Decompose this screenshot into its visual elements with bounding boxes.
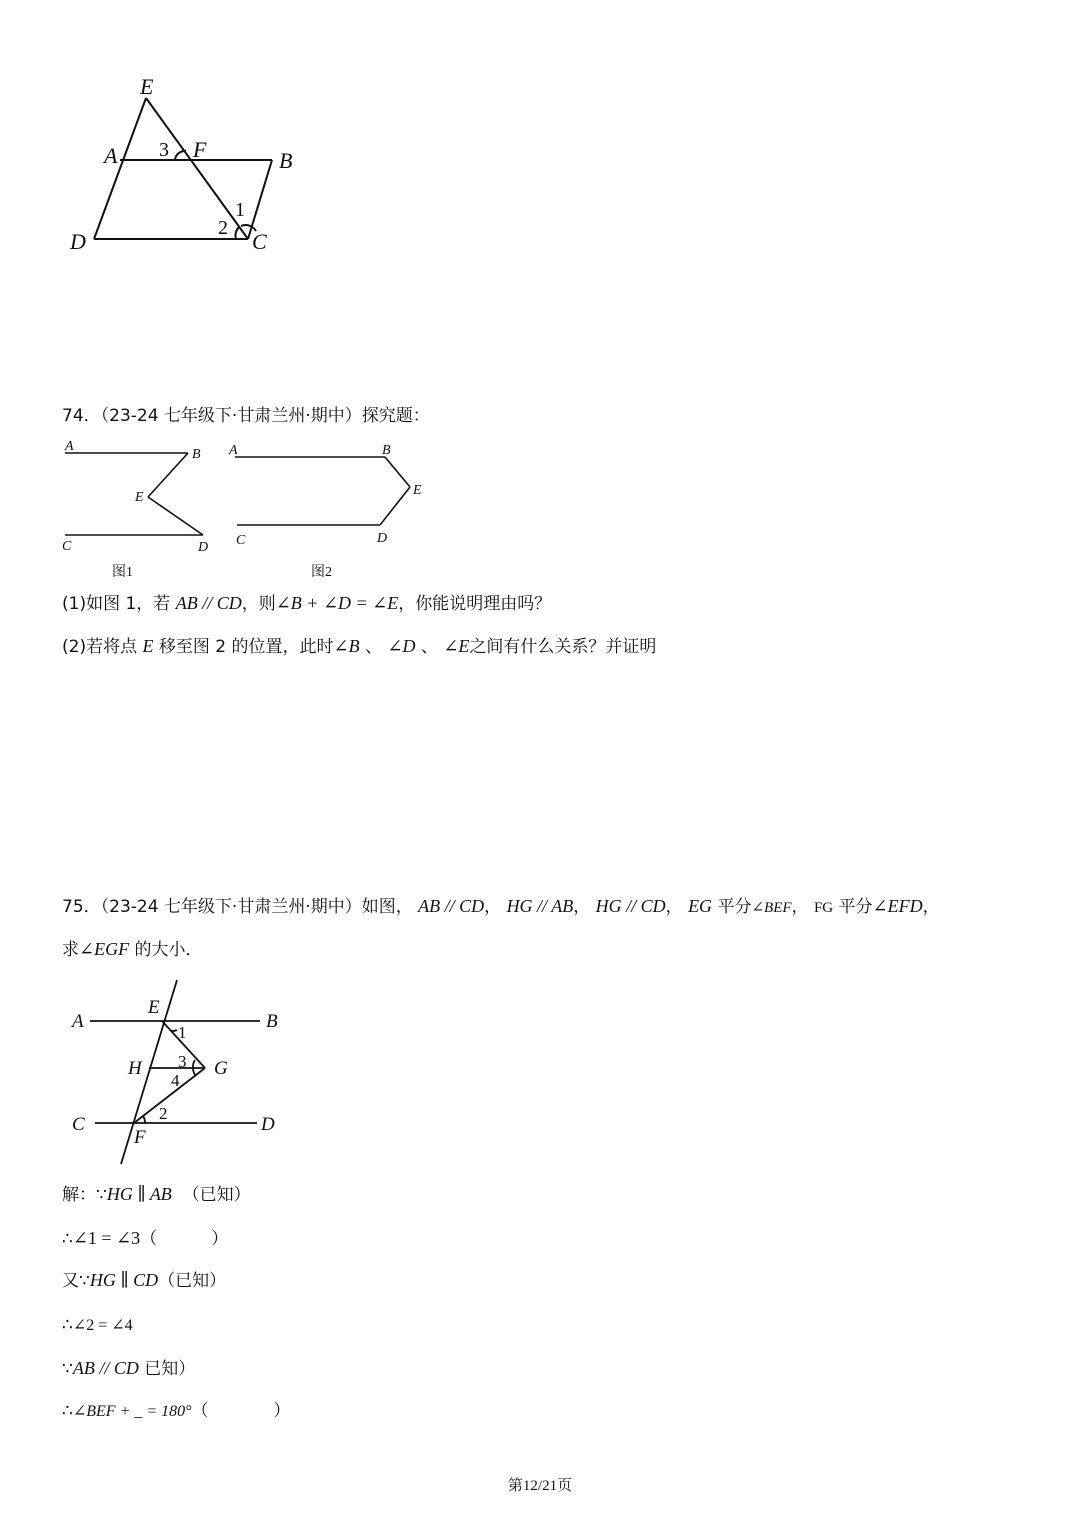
fig1-label-b: B xyxy=(192,447,201,462)
fig2-caption: 图2 xyxy=(311,565,332,580)
fig1-label-d: D xyxy=(198,540,209,555)
label-c: C xyxy=(252,229,267,254)
label-e: E xyxy=(140,74,154,99)
q74-part-1: (1)如图 1，若 AB // CD，则∠B + ∠D = ∠E，你能说明理由吗？ xyxy=(62,593,552,614)
label-b: B xyxy=(266,1011,278,1032)
label-c: C xyxy=(72,1114,85,1135)
solution-step-6: ∴∠BEF + _ = 180°（ ） xyxy=(62,1401,291,1421)
solution-step-2: ∴∠1 = ∠3（ ） xyxy=(62,1228,229,1249)
label-f: F xyxy=(134,1127,146,1148)
label-d: D xyxy=(70,229,86,254)
label-angle-3: 3 xyxy=(178,1052,187,1071)
solution-step-4: ∴∠2 = ∠4 xyxy=(62,1315,133,1335)
q75-figure xyxy=(55,972,355,1172)
q74-part-2: (2)若将点 E 移至图 2 的位置，此时∠B 、 ∠D 、 ∠E之间有什么关系？并证明 xyxy=(62,636,657,657)
label-angle-3: 3 xyxy=(159,139,169,161)
q75-line-1: 75．（23-24 七年级下·甘肃兰州·期中）如图， AB // CD， HG // AB， HG // CD， EG 平分∠BEF， FG 平分∠EFD， xyxy=(62,896,940,917)
fig1-label-a: A xyxy=(65,439,74,454)
fig2-label-c: C xyxy=(236,533,246,548)
label-angle-4: 4 xyxy=(171,1071,180,1090)
label-angle-2: 2 xyxy=(218,217,228,239)
fig2-label-b: B xyxy=(382,443,391,458)
label-f: F xyxy=(193,137,207,162)
label-e: E xyxy=(148,997,160,1018)
q74-figure-2 xyxy=(225,436,455,580)
solution-step-1: 解：∵HG ∥ AB （已知） xyxy=(62,1184,251,1205)
fig1-label-e: E xyxy=(135,490,144,505)
figure-parallelogram-abcd xyxy=(0,0,1080,300)
fig2-label-e: E xyxy=(413,483,422,498)
label-angle-1: 1 xyxy=(235,199,245,221)
q75-line-2: 求∠EGF 的大小． xyxy=(62,939,203,960)
page-number: 第12/21页 xyxy=(507,1478,573,1494)
label-angle-1: 1 xyxy=(178,1023,187,1042)
label-g: G xyxy=(214,1058,228,1079)
label-a: A xyxy=(104,143,118,168)
fig1-caption: 图1 xyxy=(112,565,133,580)
label-angle-2: 2 xyxy=(159,1104,168,1123)
fig2-label-a: A xyxy=(229,443,238,458)
label-h: H xyxy=(128,1058,142,1079)
q74-header: 74．（23-24 七年级下·甘肃兰州·期中）探究题： xyxy=(62,406,430,426)
label-b: B xyxy=(279,148,293,173)
solution-step-5: ∵AB // CD 已知） xyxy=(62,1358,196,1379)
solution-step-3: 又∵HG ∥ CD（已知） xyxy=(62,1270,227,1291)
fig2-label-d: D xyxy=(377,531,388,546)
label-d: D xyxy=(261,1114,275,1135)
label-a: A xyxy=(72,1011,84,1032)
fig1-label-c: C xyxy=(62,539,72,554)
